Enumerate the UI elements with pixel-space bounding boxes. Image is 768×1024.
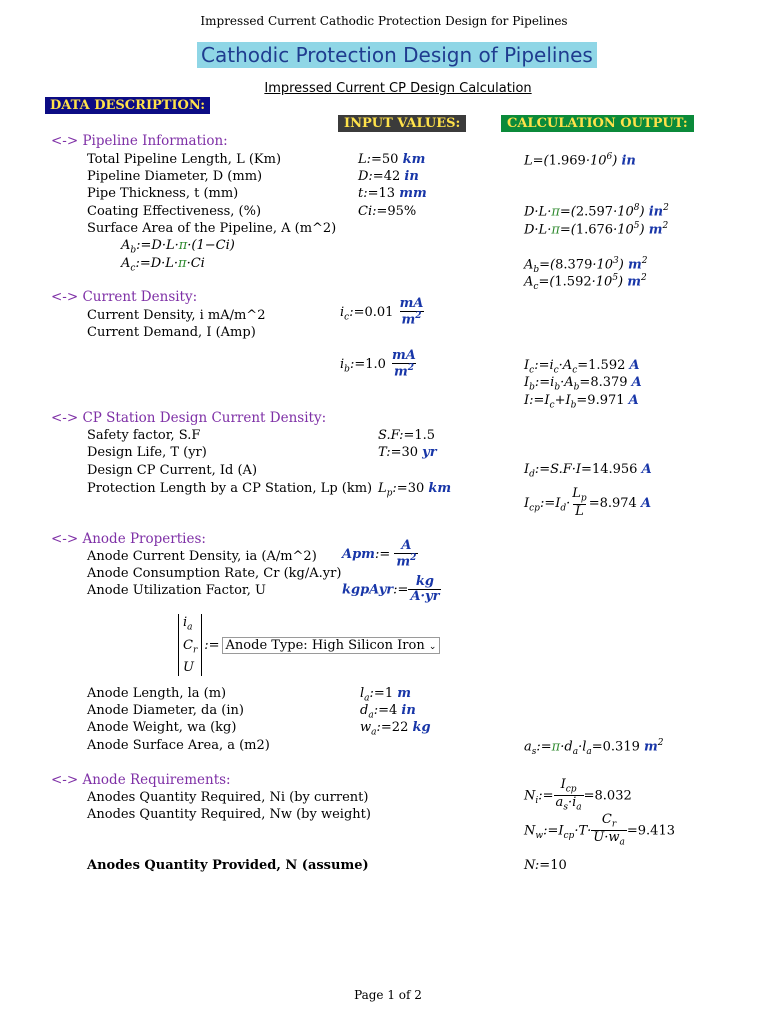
label-current-demand: Current Demand, I (Amp)	[87, 325, 256, 340]
input-N[interactable]: N:=10	[524, 858, 567, 873]
page-header: Impressed Current Cathodic Protection Design for Pipelines	[200, 14, 568, 28]
label-anode-consumption: Anode Consumption Rate, Cr (kg/A.yr)	[87, 566, 342, 581]
formula-ab: $A_b:=D\cdot L\cdot\pi\cdot(1-Ci)$	[121, 238, 235, 256]
input-T[interactable]: T:=30 yr	[378, 445, 437, 460]
input-la[interactable]: $l_a:=1$ m	[360, 686, 412, 704]
label-protection-length: Protection Length by a CP Station, Lp (km)	[87, 481, 373, 496]
input-ic[interactable]: $i_c:=0.01$ $\frac{mA}{m^2}$	[340, 296, 424, 328]
label-design-current: Design CP Current, Id (A)	[87, 463, 258, 478]
page-subtitle: Impressed Current CP Design Calculation	[264, 81, 532, 96]
label-anode-length: Anode Length, la (m)	[87, 686, 227, 701]
label-current-density: Current Density, i mA/m^2	[87, 308, 266, 323]
output-Ic: $I_c:=i_c\cdot A_c=1.592$ A	[524, 358, 640, 376]
label-anode-surface: Anode Surface Area, a (m2)	[87, 738, 270, 753]
input-t[interactable]: t:=13 mm	[358, 186, 427, 201]
output-Nw: $N_w:=I_{cp}\cdot T\cdot$ $\frac{C_r}{U\cdot w_a}$ =9.413	[524, 812, 675, 849]
section-anode-requirements: <-> Anode Requirements:	[51, 772, 231, 788]
unit-def-kgpayr: kgpAyr:= $\frac{kg}{A\cdot yr}$	[342, 574, 440, 605]
output-dlpi-m: $D\cdot L\cdot\pi=(1.676\cdot 10^5)$ $m^2$	[524, 221, 669, 238]
section-current-density: <-> Current Density:	[51, 289, 198, 305]
output-Icp: $I_{cp}:=I_d\cdot$ $\frac{L_p}{L}$ =8.974 A	[524, 486, 652, 520]
input-L[interactable]: L:=50 km	[358, 152, 426, 167]
section-pipeline-info: <-> Pipeline Information:	[51, 133, 228, 149]
page-footer: Page 1 of 2	[354, 988, 422, 1002]
output-Ni: $N_i:=$ $\frac{I_{cp}}{a_s\cdot i_a}$ =8.032	[524, 777, 632, 814]
input-values-label: INPUT VALUES:	[338, 115, 466, 132]
label-coating: Coating Effectiveness, (%)	[87, 204, 262, 219]
label-anode-weight: Anode Weight, wa (kg)	[87, 720, 237, 735]
label-qty-current: Anodes Quantity Required, Ni (by current)	[87, 790, 369, 805]
label-safety-factor: Safety factor, S.F	[87, 428, 201, 443]
anode-params-matrix: $i_a$ $C_r$ U	[178, 614, 202, 676]
label-thickness: Pipe Thickness, t (mm)	[87, 186, 239, 201]
data-description-label: DATA DESCRIPTION:	[45, 97, 210, 114]
input-Lp[interactable]: $L_p:=30$ km	[378, 481, 452, 499]
label-anode-utilization: Anode Utilization Factor, U	[87, 583, 266, 598]
label-anode-current-density: Anode Current Density, ia (A/m^2)	[87, 549, 317, 564]
label-design-life: Design Life, T (yr)	[87, 445, 207, 460]
input-Ci[interactable]: Ci:=95%	[358, 204, 417, 219]
output-L: $L=(1.969\cdot 10^6)$ in	[524, 152, 636, 169]
anode-type-dropdown[interactable]: Anode Type: High Silicon Iron ⌄	[222, 637, 441, 654]
output-I: $I:=I_c+I_b=9.971$ A	[524, 393, 639, 411]
page-title: Cathodic Protection Design of Pipelines	[197, 42, 597, 68]
section-cp-station: <-> CP Station Design Current Density:	[51, 410, 327, 426]
anode-type-assignment: $i_a$ $C_r$ U := Anode Type: High Silicon Iron ⌄	[178, 614, 440, 676]
label-qty-weight: Anodes Quantity Required, Nw (by weight)	[87, 807, 371, 822]
label-total-length: Total Pipeline Length, L (Km)	[87, 152, 282, 167]
label-anode-diameter: Anode Diameter, da (in)	[87, 703, 244, 718]
chevron-down-icon: ⌄	[428, 641, 437, 652]
output-Ib: $I_b:=i_b\cdot A_b=8.379$ A	[524, 375, 642, 393]
output-as: $a_s:=\pi\cdot d_a\cdot l_a=0.319$ $m^2$	[524, 738, 664, 757]
input-wa[interactable]: $w_a:=22$ kg	[360, 720, 431, 738]
label-qty-provided: Anodes Quantity Provided, N (assume)	[87, 858, 369, 873]
calculation-output-label: CALCULATION OUTPUT:	[501, 115, 694, 132]
label-diameter: Pipeline Diameter, D (mm)	[87, 169, 263, 184]
input-da[interactable]: $d_a:=4$ in	[360, 703, 416, 721]
output-ac: $A_c=(1.592\cdot 10^5)$ $m^2$	[524, 273, 647, 292]
input-SF[interactable]: S.F:=1.5	[378, 428, 436, 443]
unit-def-apm: Apm:= $\frac{A}{m^2}$	[342, 538, 417, 570]
section-anode-properties: <-> Anode Properties:	[51, 531, 206, 547]
input-ib[interactable]: $i_b:=1.0$ $\frac{mA}{m^2}$	[340, 348, 416, 380]
output-dlpi-in: $D\cdot L\cdot\pi=(2.597\cdot 10^8)$ $in^2$	[524, 203, 669, 220]
input-D[interactable]: D:=42 in	[358, 169, 419, 184]
output-ab: $A_b=(8.379\cdot 10^3)$ $m^2$	[524, 256, 648, 275]
formula-ac: $A_c:=D\cdot L\cdot\pi\cdot Ci$	[121, 256, 205, 274]
output-Id: $I_d:=S.F\cdot I=14.956$ A	[524, 462, 652, 480]
label-surface-area: Surface Area of the Pipeline, A (m^2)	[87, 221, 337, 236]
